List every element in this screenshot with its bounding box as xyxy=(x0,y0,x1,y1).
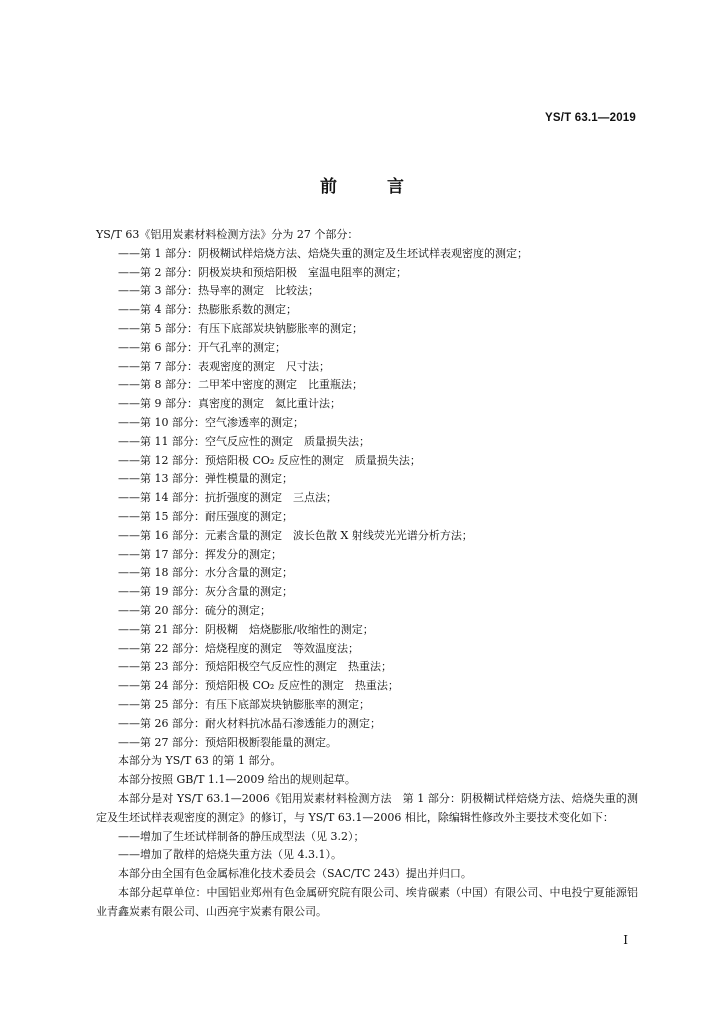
page-number: I xyxy=(623,933,628,947)
paragraph-proposer: 本部分由全国有色金属标准化技术委员会（SAC/TC 243）提出并归口。 xyxy=(118,867,472,881)
part-list-item: ——第 20 部分：硫分的测定； xyxy=(118,603,271,617)
page-title: 前 言 xyxy=(320,177,426,197)
part-list-item: ——第 25 部分：有压下底部炭块钠膨胀率的测定； xyxy=(118,697,370,711)
intro-line: YS/T 63《铝用炭素材料检测方法》分为 27 个部分： xyxy=(96,228,359,241)
part-list-item: ——第 3 部分：热导率的测定 比较法； xyxy=(118,284,319,298)
part-list-item: ——第 7 部分：表观密度的测定 尺寸法； xyxy=(118,359,330,373)
part-list-item: ——第 2 部分：阴极炭块和预焙阳极 室温电阻率的测定； xyxy=(118,265,407,279)
part-list-item: ——第 14 部分：抗折强度的测定 三点法； xyxy=(118,491,337,505)
paragraph-drafters: 本部分起草单位：中国铝业郑州有色金属研究院有限公司、埃肯碳素（中国）有限公司、中电投宁夏能源铝业青鑫炭素有限公司、山西亮宇炭素有限公司。 xyxy=(96,885,638,918)
part-list-item: ——第 8 部分：二甲苯中密度的测定 比重瓶法； xyxy=(118,378,363,392)
part-list-item: ——第 24 部分：预焙阳极 CO₂ 反应性的测定 热重法； xyxy=(118,679,399,693)
parts-list xyxy=(96,245,638,753)
part-list-item: ——第 27 部分：预焙阳极断裂能量的测定。 xyxy=(118,735,337,749)
part-list-item: ——第 16 部分：元素含量的测定 波长色散 X 射线荧光光谱分析方法； xyxy=(118,528,473,542)
paragraph-part-one: 本部分为 YS/T 63 的第 1 部分。 xyxy=(118,754,282,768)
change-item: ——增加了散样的焙烧失重方法（见 4.3.1）。 xyxy=(118,848,342,862)
change-item: ——增加了生坯试样制备的静压成型法（见 3.2）； xyxy=(118,829,365,843)
part-list-item: ——第 1 部分：阴极糊试样焙烧方法、焙烧失重的测定及生坯试样表观密度的测定； xyxy=(118,246,528,260)
part-list-item: ——第 17 部分：挥发分的测定； xyxy=(118,547,282,561)
part-list-item: ——第 19 部分：灰分含量的测定； xyxy=(118,585,293,599)
paragraph-drafting-rules: 本部分按照 GB/T 1.1—2009 给出的规则起草。 xyxy=(118,773,356,787)
standard-code: YS/T 63.1—2019 xyxy=(544,112,636,124)
part-list-item: ——第 18 部分：水分含量的测定； xyxy=(118,566,293,580)
paragraph-revision-note: 本部分是对 YS/T 63.1—2006《铝用炭素材料检测方法 第 1 部分：阴极糊试样焙烧方法、焙烧失重的测定及生坯试样表观密度的测定》的修订，与 YS/T 63.1—2006 相比，除编辑性修改外主要技术变化如下： xyxy=(96,791,638,824)
part-list-item: ——第 26 部分：耐火材料抗冰晶石渗透能力的测定； xyxy=(118,716,381,730)
part-list-item: ——第 6 部分：开气孔率的测定； xyxy=(118,340,286,354)
part-list-item: ——第 9 部分：真密度的测定 氦比重计法； xyxy=(118,397,341,411)
part-list-item: ——第 22 部分：焙烧程度的测定 等效温度法； xyxy=(118,641,359,655)
part-list-item: ——第 23 部分：预焙阳极空气反应性的测定 热重法； xyxy=(118,660,392,674)
part-list-item: ——第 5 部分：有压下底部炭块钠膨胀率的测定； xyxy=(118,321,363,335)
part-list-item: ——第 10 部分：空气渗透率的测定； xyxy=(118,415,304,429)
part-list-item: ——第 15 部分：耐压强度的测定； xyxy=(118,509,293,523)
part-list-item: ——第 11 部分：空气反应性的测定 质量损失法； xyxy=(118,434,370,448)
foreword-body xyxy=(96,226,638,921)
part-list-item: ——第 21 部分：阴极糊 焙烧膨胀/收缩性的测定； xyxy=(118,622,374,636)
part-list-item: ——第 13 部分：弹性模量的测定； xyxy=(118,472,293,486)
part-list-item: ——第 4 部分：热膨胀系数的测定； xyxy=(118,303,297,317)
part-list-item: ——第 12 部分：预焙阳极 CO₂ 反应性的测定 质量损失法； xyxy=(118,453,421,467)
